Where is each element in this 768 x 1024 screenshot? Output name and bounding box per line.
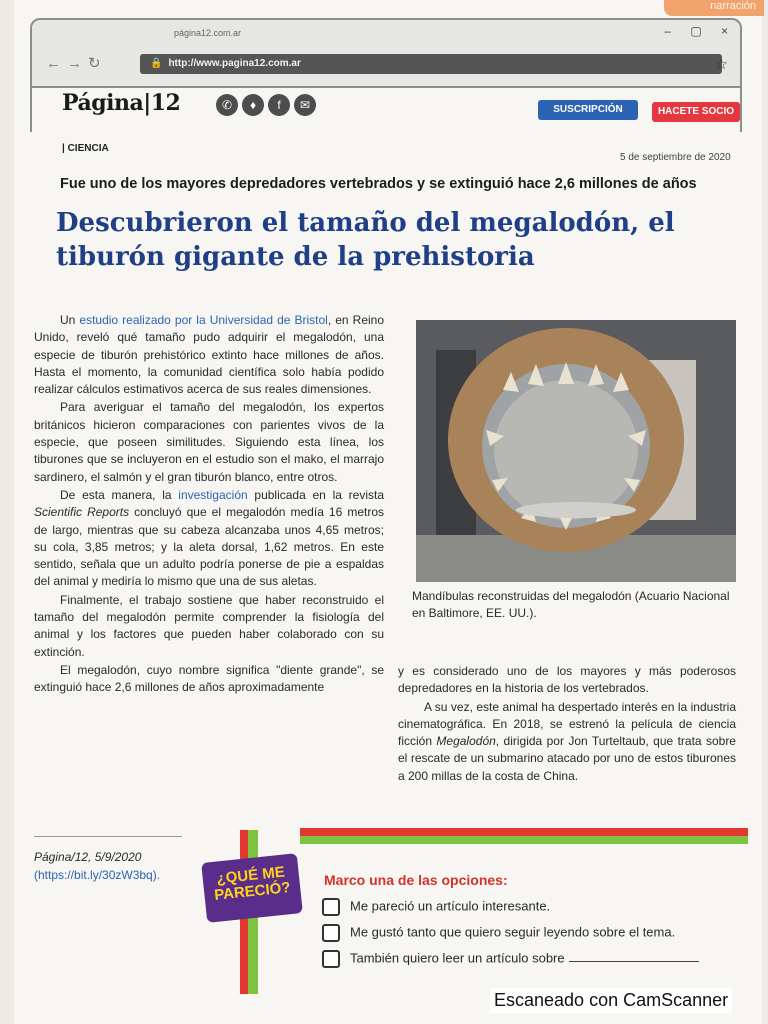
section-label[interactable]: | CIENCIA xyxy=(62,143,109,154)
paragraph-4: Finalmente, el trabajo sostiene que haber reconstruido el tamaño del megalodón permite comprender la fisiología del animal y los factores que pueden haber colaborado con su extinción. xyxy=(34,592,384,659)
tab-title[interactable]: página12.com.ar xyxy=(174,28,242,38)
option-2[interactable]: Me gustó tanto que quiero seguir leyendo sobre el tema. xyxy=(322,924,675,942)
nav-buttons[interactable] xyxy=(46,54,107,72)
tab-bar xyxy=(102,26,730,46)
source-name: Página/12, 5/9/2020 xyxy=(34,850,142,864)
article-column-left xyxy=(34,312,384,698)
twitter-icon[interactable]: ♦ xyxy=(242,94,264,116)
paragraph-1: Un estudio realizado por la Universidad de Bristol, en Reino Unido, reveló qué tamaño pudo adquirir el megalodón, una especie de tiburón prehistórico extinto hace millones de años. Hasta el momento, la comunidad científica solo había podido realizar cálculos estimativos acerca de sus reales dimensiones. xyxy=(34,313,384,397)
address-bar xyxy=(38,52,734,78)
options-title: Marco una de las opciones: xyxy=(324,872,508,888)
corner-tab: narración xyxy=(664,0,764,16)
paragraph-3: De esta manera, la investigación publicada en la revista Scientific Reports concluyó que el megalodón medía 16 metros de largo, mientras que su cabeza alcanzaba unos 4,65 metros; su cola, 3,85 metros; y la aleta dorsal, 1,62 metros. En este sentido, señala que un adulto podría ponerse de pie a espaldas del animal y mediría lo mismo que una de sus aletas. xyxy=(34,487,385,589)
back-icon[interactable]: ← xyxy=(46,55,67,72)
browser-window xyxy=(30,18,742,88)
source-citation xyxy=(34,848,204,884)
article-column-right xyxy=(398,663,736,786)
paragraph-2: Para averiguar el tamaño del megalodón, los expertos británicos hicieron comparaciones con parientes vivos de la especie, que poseen similitudes. Siguiendo esta línea, los tiburones que se incluyeron en el estudio son el mako, el marrajo sardinero, el salmón y el gran tiburón blanco, entre otros. xyxy=(34,400,384,484)
megalodon-jaws-photo xyxy=(416,320,736,582)
facebook-icon[interactable]: f xyxy=(268,94,290,116)
lock-icon: 🔒 xyxy=(150,58,163,69)
option-2-checkbox[interactable] xyxy=(322,924,340,942)
study-link[interactable]: estudio realizado por la Universidad de Bristol xyxy=(79,313,328,327)
forward-icon[interactable]: → xyxy=(67,55,88,72)
investigation-link[interactable]: investigación xyxy=(178,487,248,502)
source-url[interactable]: (https://bit.ly/30zW3bq). xyxy=(34,868,161,882)
partner-button[interactable]: HACETE SOCIO xyxy=(652,102,740,122)
que-me-parecio-badge: ¿QUÉ ME PARECIÓ? xyxy=(201,853,303,923)
reload-icon[interactable]: ↻ xyxy=(88,55,107,72)
option-1[interactable]: Me pareció un artículo interesante. xyxy=(322,898,550,916)
subscribe-button[interactable]: SUSCRIPCIÓN xyxy=(538,100,638,120)
social-icons xyxy=(216,94,320,116)
bookmark-star-icon[interactable]: ☆ xyxy=(714,56,728,73)
option-1-checkbox[interactable] xyxy=(322,898,340,916)
whatsapp-icon[interactable]: ✆ xyxy=(216,94,238,116)
article-date: 5 de septiembre de 2020 xyxy=(620,152,731,163)
option-3[interactable]: También quiero leer un artículo sobre xyxy=(322,950,699,968)
article-headline: Descubrieron el tamaño del megalodón, el tiburón gigante de la prehistoria xyxy=(56,208,675,272)
source-divider xyxy=(34,836,182,837)
paragraph-7: A su vez, este animal ha despertado interés en la industria cinematográfica. En 2018, se estrenó la película de ciencia ficción Megalodón, dirigida por Jon Turteltaub, que trata sobre el rescate de un submarino atacado por uno de estos tiburones a 200 millas de la costa de China. xyxy=(398,699,736,783)
url-field[interactable] xyxy=(140,54,722,74)
article-kicker: Fue uno de los mayores depredadores vertebrados y se extinguió hace 2,6 millones de años xyxy=(60,176,697,192)
email-icon[interactable]: ✉ xyxy=(294,94,316,116)
site-logo[interactable]: Página|12 xyxy=(62,90,181,116)
option-3-checkbox[interactable] xyxy=(322,950,340,968)
photo-caption: Mandíbulas reconstruidas del megalodón (Acuario Nacional en Baltimore, EE. UU.). xyxy=(412,589,730,620)
url-text: http://www.pagina12.com.ar xyxy=(168,58,301,69)
window-controls[interactable]: – ▢ × xyxy=(664,24,736,38)
paragraph-5: El megalodón, cuyo nombre significa "diente grande", se extinguió hace 2,6 millones de años aproximadamente xyxy=(34,662,384,695)
decorative-wave-green xyxy=(300,836,748,844)
camscanner-watermark: Escaneado con CamScanner xyxy=(490,988,732,1013)
option-3-blank-line[interactable] xyxy=(569,961,699,962)
paragraph-6: y es considerado uno de los mayores y más poderosos depredadores en la historia de los vertebrados. xyxy=(398,664,736,696)
site-header xyxy=(30,88,742,132)
